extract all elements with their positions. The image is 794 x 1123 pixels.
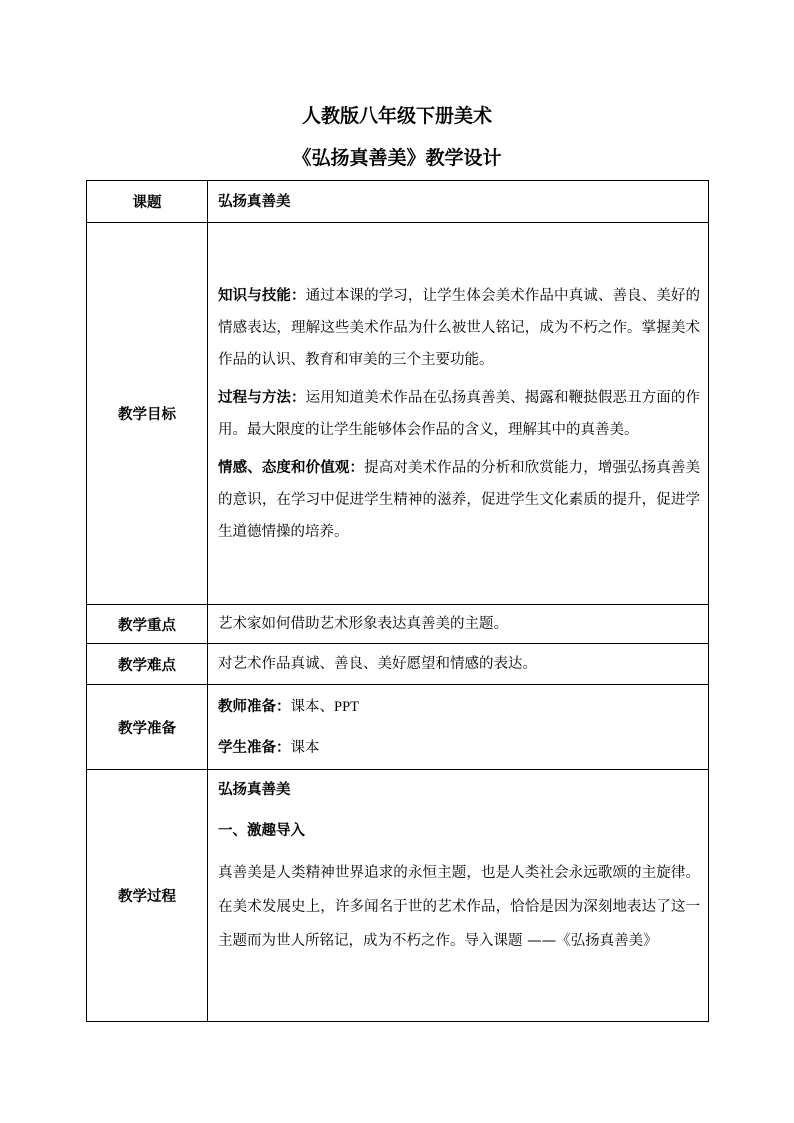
row-difficulty	[87, 644, 709, 685]
goal-emotion-head: 情感、态度和价值观：	[218, 458, 365, 476]
prep-student	[218, 732, 700, 764]
document-subtitle: 《弘扬真善美》教学设计	[292, 147, 502, 169]
row-process	[87, 770, 709, 1022]
content-preparation	[208, 685, 709, 770]
document-title: 人教版八年级下册美术	[301, 105, 492, 127]
prep-teacher	[218, 691, 700, 723]
goal-process-head: 过程与方法：	[218, 388, 306, 406]
goal-emotion	[218, 452, 700, 548]
content-goals	[208, 223, 709, 605]
goal-knowledge-head: 知识与技能：	[218, 286, 306, 304]
label-process: 教学过程	[87, 770, 208, 1022]
row-key-point	[87, 605, 709, 644]
topic-text: 弘扬真善美	[218, 192, 291, 210]
goal-emotion-text: 提高对美术作品的分析和欣赏能力，增强弘扬真善美的意识，在学习中促进学生精神的滋养，促进学生文化素质的提升，促进学生道德情操的培养。	[218, 459, 700, 540]
process-step1-text: 真善美是人类精神世界追求的永恒主题，也是人类社会永远歌颂的主旋律。在美术发展史上，许多闻名于世的艺术作品，恰恰是因为深刻地表达了这一主题而为世人所铭记，成为不朽之作。导入课题 ——《弘扬真善美》	[218, 865, 700, 949]
row-goals	[87, 223, 709, 605]
content-difficulty: 对艺术作品真诚、善良、美好愿望和情感的表达。	[208, 644, 709, 685]
label-topic: 课题	[87, 181, 208, 223]
goal-process-text: 运用知道美术作品在弘扬真善美、揭露和鞭挞假恶丑方面的作用。最大限度的让学生能够体会作品的含义，理解其中的真善美。	[218, 389, 700, 438]
prep-student-head: 学生准备：	[218, 738, 291, 756]
goal-knowledge-text: 通过本课的学习，让学生体会美术作品中真诚、善良、美好的情感表达，理解这些美术作品为什么被世人铭记，成为不朽之作。掌握美术作品的认识、教育和审美的三个主要功能。	[218, 287, 700, 368]
prep-teacher-text: 课本、PPT	[290, 698, 359, 715]
goal-knowledge	[218, 280, 700, 376]
process-heading-text: 弘扬真善美	[218, 781, 291, 798]
process-step1-heading	[218, 815, 700, 847]
prep-student-text: 课本	[290, 739, 320, 756]
content-topic	[208, 181, 709, 223]
content-key-point: 艺术家如何借助艺术形象表达真善美的主题。	[208, 605, 709, 644]
label-difficulty: 教学难点	[87, 644, 208, 685]
process-step1-heading-text: 一、激趣导入	[218, 822, 305, 839]
process-heading	[218, 774, 700, 806]
prep-teacher-head: 教师准备：	[218, 697, 291, 715]
row-preparation	[87, 685, 709, 770]
label-key-point: 教学重点	[87, 605, 208, 644]
content-process	[208, 770, 709, 1022]
goal-process	[218, 382, 700, 446]
label-goals: 教学目标	[87, 223, 208, 605]
lesson-plan-table	[86, 180, 709, 1022]
label-preparation: 教学准备	[87, 685, 208, 770]
row-topic	[87, 181, 709, 223]
